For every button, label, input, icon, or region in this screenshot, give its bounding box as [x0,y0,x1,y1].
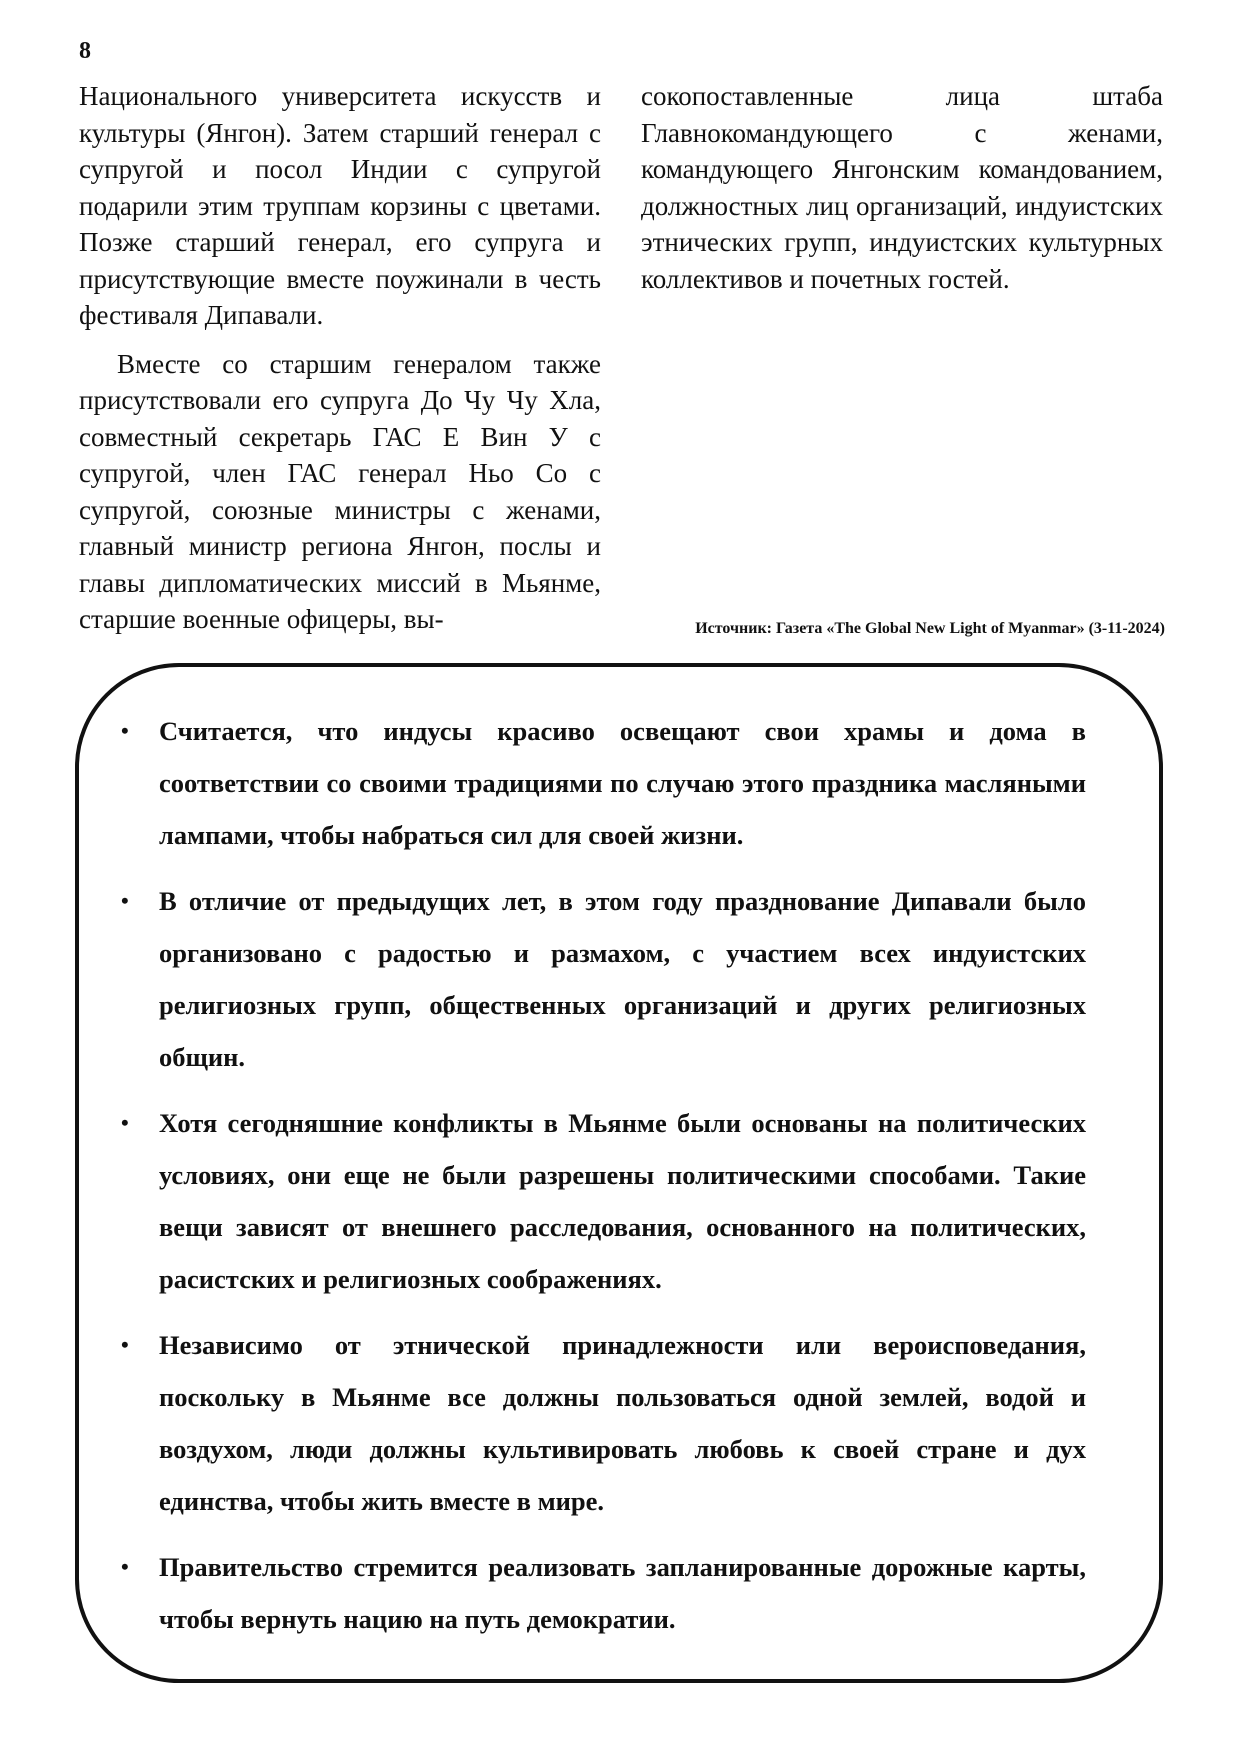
page-number: 8 [79,38,91,64]
bullet-icon: • [121,1110,129,1135]
summary-bullet-item [121,705,1086,861]
body-paragraph: Вместе со старшим генералом также присутствовали его супруга До Чу Чу Хла, совместный секретарь ГАС Е Вин У с супругой, член ГАС генерал Ньо Со с супругой, союзные министры с женами, главный министр региона Янгон, послы и главы дипломатических миссий в Мьянме, старшие военные офицеры, вы- [79,348,601,634]
summary-bullet-item [121,1541,1086,1645]
summary-bullet-text: Правительство стремится реализовать запланированные дорожные карты, чтобы вернуть нацию на путь демократии. [159,1552,1086,1634]
right-column [641,78,1163,297]
body-paragraph: Национального университета искусств и культуры (Янгон). Затем старший генерал с супругой и посол Индии с супругой подарили этим труппам корзины с цветами. Позже старший генерал, его супруга и присутствующие вместе поужинали в честь фестиваля Дипавали. [79,81,601,330]
bullet-icon: • [121,1554,129,1579]
summary-bullet-item [121,875,1086,1083]
bullet-icon: • [121,888,129,913]
summary-bullet-item [121,1097,1086,1305]
summary-callout-box [75,663,1163,1683]
bullet-icon: • [121,1332,129,1357]
summary-bullet-text: Хотя сегодняшние конфликты в Мьянме были основаны на политических условиях, они еще не были разрешены политическими способами. Такие вещи зависят от внешнего расследования, основанного на политических, расистских и религиозных соображениях. [159,1108,1086,1294]
summary-bullet-text: Считается, что индусы красиво освещают свои храмы и дома в соответствии со своими традициями по случаю этого праздника масляными лампами, чтобы набраться сил для своей жизни. [159,716,1086,850]
left-column [79,78,601,638]
source-citation: Источник: Газета «The Global New Light of Myanmar» (3-11-2024) [695,620,1165,637]
summary-bullet-list [121,705,1086,1659]
summary-bullet-item [121,1319,1086,1527]
body-paragraph: сокопоставленные лица штаба Главнокомандующего с женами, командующего Янгонским командованием, должностных лиц организаций, индуистских этнических групп, индуистских культурных коллективов и почетных гостей. [641,81,1163,294]
summary-bullet-text: Независимо от этнической принадлежности или вероисповедания, поскольку в Мьянме все должны пользоваться одной землей, водой и воздухом, люди должны культивировать любовь к своей стране и дух единства, чтобы жить вместе в мире. [159,1330,1086,1516]
bullet-icon: • [121,718,129,743]
summary-bullet-text: В отличие от предыдущих лет, в этом году празднование Дипавали было организовано с радостью и размахом, с участием всех индуистских религиозных групп, общественных организаций и других религиозных общин. [159,886,1086,1072]
